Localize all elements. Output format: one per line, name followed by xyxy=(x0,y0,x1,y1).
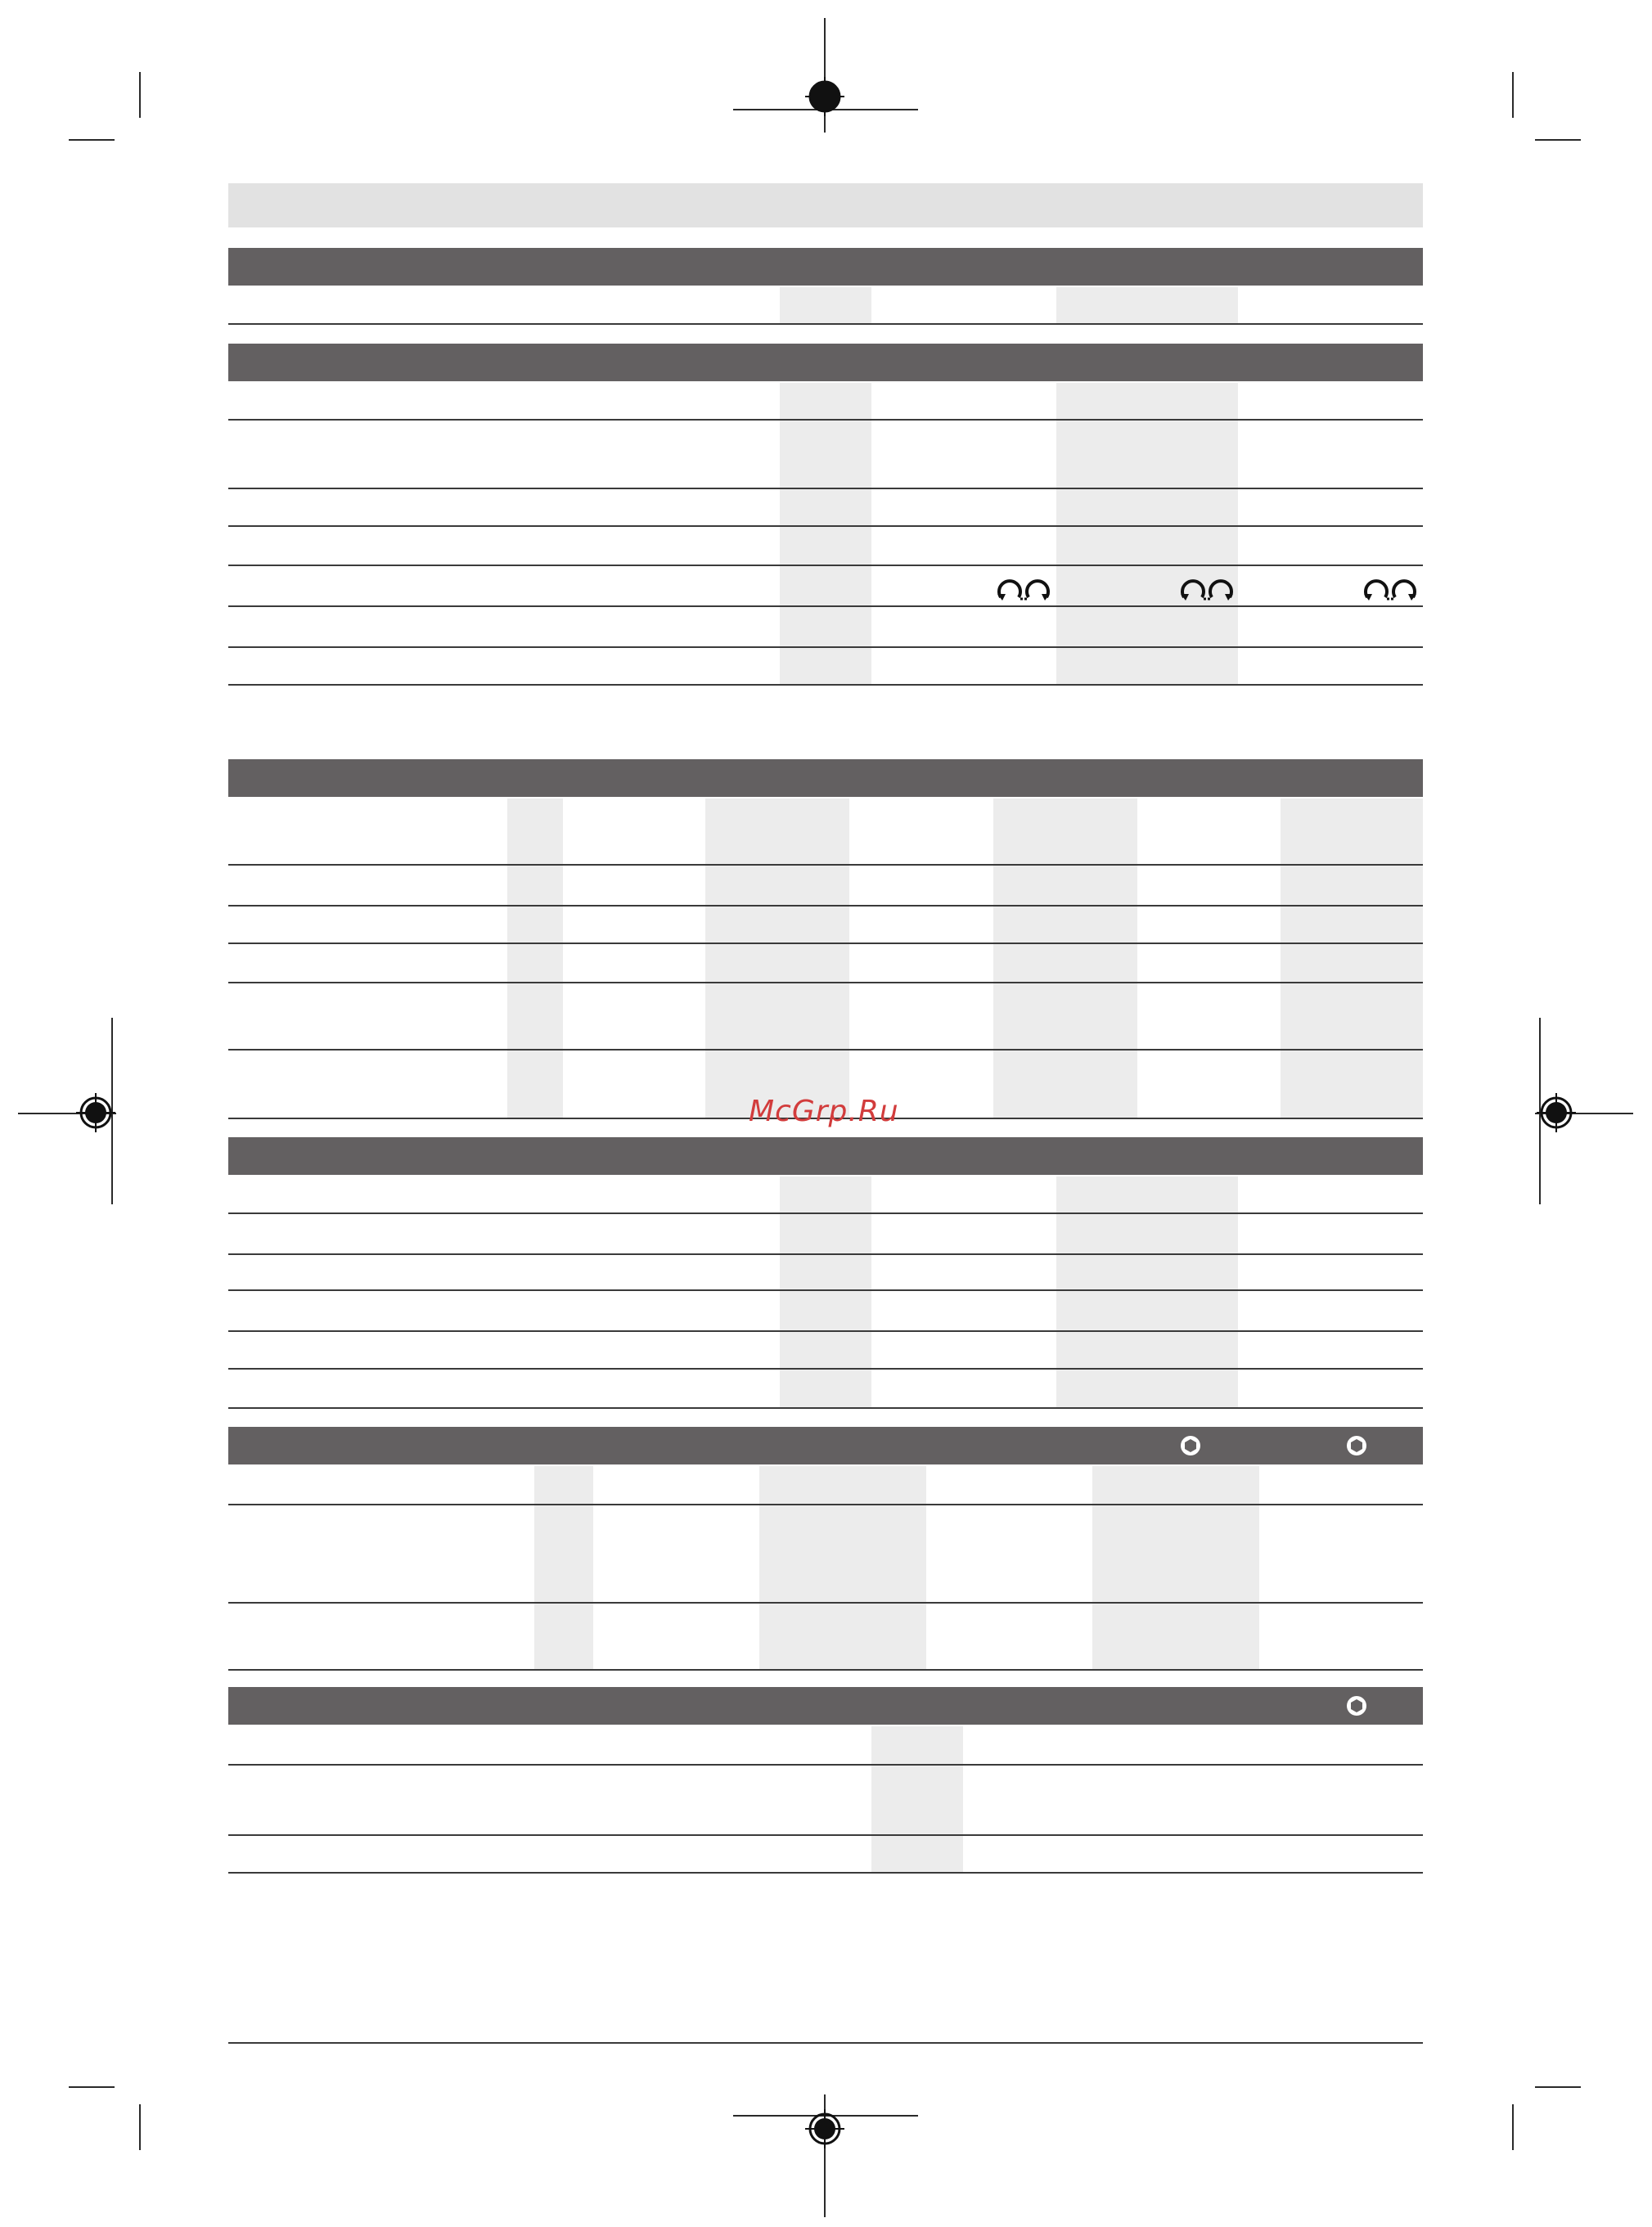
shaded-column xyxy=(871,1726,963,1872)
section-header-bar xyxy=(228,248,1423,286)
crop-mark xyxy=(1535,2086,1581,2088)
rotation-direction-icon xyxy=(996,573,1051,604)
crop-mark xyxy=(69,139,115,141)
shaded-column xyxy=(780,287,871,323)
page-header-band xyxy=(228,183,1423,227)
table-row xyxy=(228,1368,1423,1370)
table-row xyxy=(228,684,1423,686)
table-row xyxy=(228,1212,1423,1214)
table-row xyxy=(228,1504,1423,1505)
section-header-bar xyxy=(228,759,1423,797)
shaded-column xyxy=(705,799,849,1119)
watermark: McGrp.Ru xyxy=(749,1095,899,1128)
hex-shank-icon xyxy=(1346,1435,1367,1456)
rotation-direction-icon xyxy=(1179,573,1235,604)
hex-shank-icon xyxy=(1346,1695,1367,1716)
shaded-column xyxy=(534,1466,593,1669)
table-row xyxy=(228,1330,1423,1332)
shaded-column xyxy=(780,383,871,684)
table-row xyxy=(228,943,1423,944)
table-row xyxy=(228,419,1423,421)
crosshair-registration-icon xyxy=(1537,1093,1576,1132)
table-row xyxy=(228,905,1423,907)
section-header-bar xyxy=(228,344,1423,381)
table-row xyxy=(228,1289,1423,1291)
table-row xyxy=(228,1764,1423,1766)
shaded-column xyxy=(1056,1176,1238,1409)
section-header-bar xyxy=(228,1687,1423,1725)
table-row xyxy=(228,646,1423,648)
crosshair-registration-icon xyxy=(805,2109,844,2148)
crosshair-registration-icon xyxy=(76,1093,115,1132)
table-row xyxy=(228,982,1423,983)
shaded-column xyxy=(780,1176,871,1409)
crop-mark xyxy=(69,2086,115,2088)
table-row xyxy=(228,605,1423,607)
table-row xyxy=(228,1049,1423,1051)
table-row xyxy=(228,323,1423,325)
table-row xyxy=(228,565,1423,566)
shaded-column xyxy=(1056,287,1238,323)
crop-mark xyxy=(139,72,141,118)
shaded-column xyxy=(993,799,1137,1119)
table-row xyxy=(228,1834,1423,1836)
crosshair-registration-icon xyxy=(805,77,844,116)
crop-mark xyxy=(1535,139,1581,141)
crop-mark xyxy=(139,2104,141,2150)
crop-mark xyxy=(1512,72,1514,118)
shaded-column xyxy=(759,1466,926,1669)
table-row xyxy=(228,1407,1423,1409)
shaded-column xyxy=(1281,799,1423,1119)
section-header-bar xyxy=(228,1427,1423,1464)
shaded-column xyxy=(1056,383,1238,684)
table-row xyxy=(228,525,1423,527)
table-row xyxy=(228,1872,1423,1874)
crop-mark xyxy=(1512,2104,1514,2150)
shaded-column xyxy=(1092,1466,1259,1669)
section-header-bar xyxy=(228,1137,1423,1175)
footer-rule xyxy=(228,2042,1423,2044)
table-row xyxy=(228,1253,1423,1255)
rotation-direction-icon xyxy=(1362,573,1418,604)
table-row xyxy=(228,1669,1423,1671)
hex-shank-icon xyxy=(1180,1435,1201,1456)
table-row xyxy=(228,488,1423,489)
table-row xyxy=(228,864,1423,866)
table-row xyxy=(228,1602,1423,1604)
shaded-column xyxy=(507,799,563,1119)
